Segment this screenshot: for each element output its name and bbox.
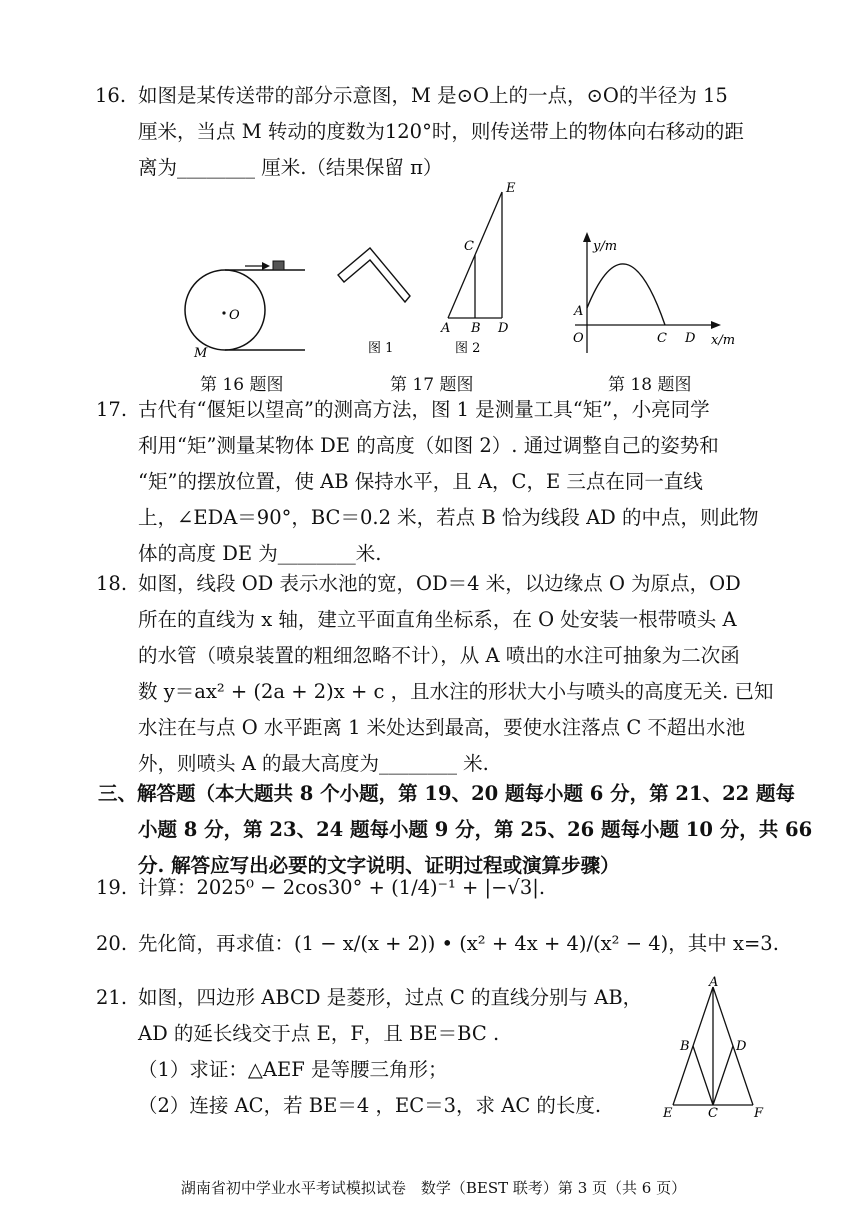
question-18	[98, 566, 778, 782]
section-3-heading	[98, 776, 813, 884]
figure-16-conveyor	[180, 245, 320, 365]
figure-17-diagram	[330, 180, 530, 365]
section-text-line: 三、解答题（本大题共 8 个小题，第 19、20 题每小题 6 分，第 21、22 题每	[98, 782, 795, 805]
question-text-line: 利用“矩”测量某物体 DE 的高度（如图 2）. 通过调整自己的姿势和	[138, 434, 719, 457]
question-text-line: 数 y＝ax² + (2a + 2)x + c ，且水注的形状大小与喷头的高度无关. 已知	[138, 680, 774, 703]
question-19	[98, 870, 778, 906]
page-footer: 湖南省初中学业水平考试模拟试卷 数学（BEST 联考）第 3 页（共 6 页）	[180, 1179, 687, 1197]
question-text-line: AD 的延长线交于点 E，F，且 BE＝BC .	[138, 1022, 500, 1045]
question-text-line: （1）求证：△AEF 是等腰三角形；	[138, 1058, 448, 1081]
label-c: C	[464, 239, 474, 254]
question-text-line: 所在的直线为 x 轴，建立平面直角坐标系，在 O 处安装一根带喷头 A	[138, 608, 737, 631]
figure-16-caption: 第 16 题图	[200, 375, 284, 395]
question-number: 21.	[96, 986, 128, 1009]
question-20	[98, 926, 778, 962]
question-number: 18.	[96, 572, 128, 595]
question-text-line: 水注在与点 O 水平距离 1 米处达到最高，要使水注落点 C 不超出水池	[138, 716, 746, 739]
math-expression: (1 − x/(x + 2)) • (x² + 4x + 4)/(x² − 4)	[294, 932, 669, 955]
question-text-line: 如图是某传送带的部分示意图，M 是⊙O上的一点，⊙O的半径为 15	[138, 84, 728, 107]
label-d: D	[498, 321, 509, 336]
label-b: B	[471, 321, 481, 336]
label-a: A	[709, 975, 719, 990]
figure-17-caption: 第 17 题图	[390, 375, 474, 395]
label-e: E	[506, 181, 516, 196]
question-text-line: （2）连接 AC，若 BE＝4 ，EC＝3，求 AC 的长度.	[138, 1094, 602, 1117]
question-text-line: 的水管（喷泉装置的粗细忽略不计），从 A 喷出的水注可抽象为二次函	[138, 644, 740, 667]
question-text-line: “矩”的摆放位置，使 AB 保持水平，且 A，C，E 三点在同一直线	[138, 470, 703, 493]
y-axis-label: y/m	[593, 239, 618, 254]
question-number: 17.	[96, 398, 128, 421]
label-e: E	[663, 1106, 673, 1120]
label-c: C	[708, 1106, 718, 1120]
figure-21-diagram	[655, 975, 770, 1120]
question-text-line: 厘米，当点 M 转动的度数为120°时，则传送带上的物体向右移动的距	[138, 120, 744, 143]
question-17	[98, 392, 778, 572]
question-text-line: 如图，四边形 ABCD 是菱形，过点 C 的直线分别与 AB，	[138, 986, 643, 1009]
question-21	[98, 980, 658, 1124]
question-number: 20.	[96, 932, 128, 955]
label-a: A	[574, 304, 584, 319]
section-text-line: 分. 解答应写出必要的文字说明、证明过程或演算步骤）	[138, 854, 620, 877]
figure-sub-1: 图 1	[368, 341, 394, 356]
question-number: 19.	[96, 876, 128, 899]
question-text-line: 外，则喷头 A 的最大高度为________ 米.	[138, 752, 489, 775]
label-o: O	[573, 331, 584, 346]
question-text-line: 如图，线段 OD 表示水池的宽，OD＝4 米，以边缘点 O 为原点，OD	[138, 572, 741, 595]
question-text-line: 上，∠EDA＝90°，BC＝0.2 米，若点 B 恰为线段 AD 的中点，则此物	[138, 506, 759, 529]
figure-18-graph	[565, 228, 745, 358]
label-d: D	[736, 1039, 747, 1054]
label-a: A	[441, 321, 451, 336]
question-prefix: 计算：	[138, 876, 197, 899]
question-text-line: 离为________ 厘米.（结果保留 π）	[138, 156, 443, 179]
question-prefix: 先化简，再求值：	[138, 932, 295, 955]
label-o: O	[229, 308, 240, 323]
x-axis-label: x/m	[711, 333, 736, 348]
figure-18-caption: 第 18 题图	[608, 375, 692, 395]
question-text-line: 古代有“偃矩以望高”的测高方法，图 1 是测量工具“矩”，小亮同学	[138, 398, 710, 421]
label-d: D	[685, 331, 696, 346]
label-b: B	[680, 1039, 690, 1054]
question-16	[95, 78, 778, 186]
label-c: C	[657, 331, 667, 346]
label-m: M	[194, 346, 208, 361]
question-number: 16.	[95, 84, 127, 107]
math-expression: 2025⁰ − 2cos30° + (1/4)⁻¹ + |−√3|.	[196, 876, 546, 899]
question-text-line: 体的高度 DE 为________米.	[138, 542, 382, 565]
section-text-line: 小题 8 分，第 23、24 题每小题 9 分，第 25、26 题每小题 10 分，共 66	[138, 818, 813, 841]
question-suffix: ，其中 x=3.	[668, 932, 779, 955]
label-f: F	[754, 1106, 764, 1120]
figure-sub-2: 图 2	[455, 341, 481, 356]
